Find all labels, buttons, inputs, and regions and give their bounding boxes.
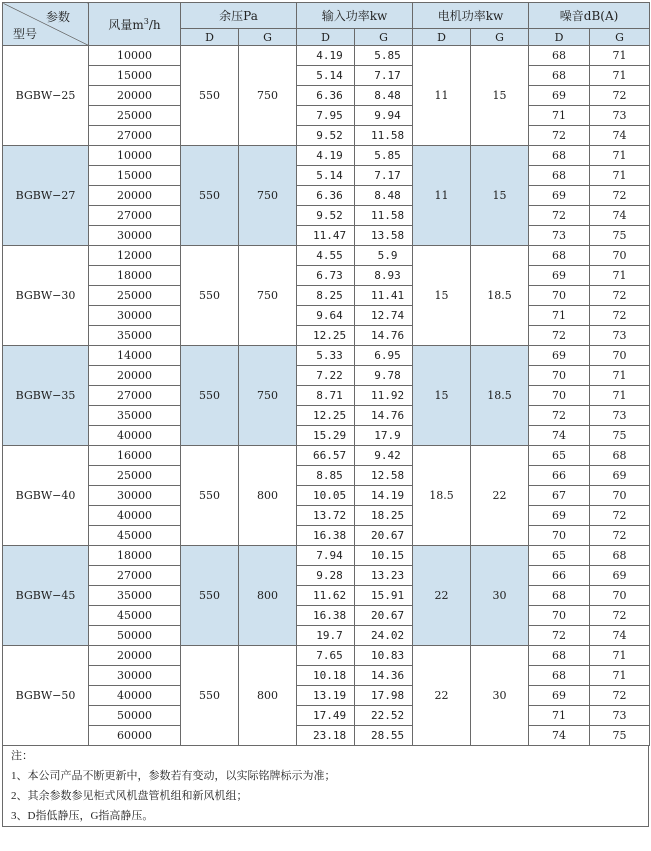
input-power-g-cell: 8.93 (355, 266, 413, 286)
input-power-d-cell: 5.14 (297, 166, 355, 186)
motor-power-d-cell: 22 (413, 546, 471, 646)
noise-d-cell: 66 (529, 466, 590, 486)
input-power-d-cell: 10.05 (297, 486, 355, 506)
pressure-g-cell: 800 (239, 646, 297, 746)
table-row (3, 386, 650, 406)
airflow-cell: 40000 (89, 506, 181, 526)
model-name: BGBW−27 (3, 146, 89, 246)
input-power-g-cell: 6.95 (355, 346, 413, 366)
airflow-cell: 12000 (89, 246, 181, 266)
noise-g-cell: 72 (590, 526, 650, 546)
note-line-1: 1、本公司产品不断更新中，参数若有变动，以实际铭牌标示为准； (11, 770, 336, 782)
noise-d-cell: 74 (529, 426, 590, 446)
noise-d-cell: 68 (529, 246, 590, 266)
noise-d-cell: 68 (529, 146, 590, 166)
pressure-g-cell: 750 (239, 246, 297, 346)
pressure-d-cell: 550 (181, 646, 239, 746)
header-input-power: 输入功率kw (297, 3, 413, 29)
input-power-g-cell: 13.23 (355, 566, 413, 586)
noise-g-cell: 69 (590, 566, 650, 586)
input-power-g-cell: 12.58 (355, 466, 413, 486)
input-power-d-cell: 8.71 (297, 386, 355, 406)
noise-d-cell: 72 (529, 626, 590, 646)
pressure-d-cell: 550 (181, 146, 239, 246)
motor-power-d-cell: 22 (413, 646, 471, 746)
airflow-cell: 50000 (89, 626, 181, 646)
noise-g-cell: 73 (590, 706, 650, 726)
airflow-cell: 35000 (89, 586, 181, 606)
motor-power-d-cell: 18.5 (413, 446, 471, 546)
input-power-g-cell: 5.85 (355, 46, 413, 66)
airflow-cell: 25000 (89, 466, 181, 486)
table-row (3, 566, 650, 586)
motor-power-g-cell: 30 (471, 546, 529, 646)
table-row (3, 646, 650, 666)
noise-g-cell: 72 (590, 686, 650, 706)
noise-g-cell: 70 (590, 586, 650, 606)
input-power-d-cell: 6.36 (297, 86, 355, 106)
noise-d-cell: 69 (529, 506, 590, 526)
noise-d-cell: 72 (529, 326, 590, 346)
table-row (3, 66, 650, 86)
table-row (3, 246, 650, 266)
noise-g-cell: 71 (590, 646, 650, 666)
airflow-cell: 30000 (89, 666, 181, 686)
airflow-cell: 35000 (89, 326, 181, 346)
table-row (3, 206, 650, 226)
input-power-d-cell: 7.94 (297, 546, 355, 566)
noise-d-cell: 72 (529, 406, 590, 426)
noise-g-cell: 68 (590, 546, 650, 566)
airflow-cell: 14000 (89, 346, 181, 366)
table-row (3, 226, 650, 246)
table-row (3, 406, 650, 426)
table-row (3, 126, 650, 146)
airflow-cell: 30000 (89, 486, 181, 506)
motor-power-g-cell: 18.5 (471, 346, 529, 446)
noise-d-cell: 66 (529, 566, 590, 586)
input-power-d-cell: 66.57 (297, 446, 355, 466)
table-row (3, 106, 650, 126)
noise-g-cell: 71 (590, 666, 650, 686)
noise-g-cell: 75 (590, 426, 650, 446)
airflow-cell: 27000 (89, 386, 181, 406)
airflow-cell: 27000 (89, 566, 181, 586)
noise-g-cell: 71 (590, 366, 650, 386)
input-power-g-cell: 15.91 (355, 586, 413, 606)
motor-power-d-cell: 11 (413, 46, 471, 146)
input-power-g-cell: 9.78 (355, 366, 413, 386)
input-power-g-cell: 7.17 (355, 166, 413, 186)
input-power-d-cell: 10.18 (297, 666, 355, 686)
input-power-d-cell: 8.85 (297, 466, 355, 486)
airflow-cell: 20000 (89, 646, 181, 666)
table-row (3, 366, 650, 386)
pressure-g-cell: 800 (239, 446, 297, 546)
airflow-cell: 18000 (89, 546, 181, 566)
noise-g-cell: 70 (590, 246, 650, 266)
noise-d-cell: 65 (529, 546, 590, 566)
note-line-3: 3、D指低静压，G指高静压。 (11, 810, 154, 822)
noise-d-cell: 71 (529, 306, 590, 326)
input-power-d-cell: 16.38 (297, 606, 355, 626)
input-power-g-cell: 22.52 (355, 706, 413, 726)
noise-d-cell: 74 (529, 726, 590, 746)
noise-d-cell: 69 (529, 686, 590, 706)
noise-d-cell: 70 (529, 606, 590, 626)
input-power-d-cell: 15.29 (297, 426, 355, 446)
noise-d-cell: 68 (529, 666, 590, 686)
input-power-d-cell: 13.72 (297, 506, 355, 526)
input-power-g-cell: 14.76 (355, 326, 413, 346)
input-power-g-cell: 8.48 (355, 186, 413, 206)
table-row (3, 526, 650, 546)
noise-d-cell: 68 (529, 46, 590, 66)
input-power-d-cell: 9.52 (297, 126, 355, 146)
airflow-cell: 45000 (89, 526, 181, 546)
airflow-cell: 15000 (89, 66, 181, 86)
input-power-d-cell: 6.73 (297, 266, 355, 286)
diagonal-header-cell (3, 3, 89, 46)
header-model-label: 型号 (13, 27, 38, 41)
table-row (3, 306, 650, 326)
header-pressure: 余压Pa (181, 3, 297, 29)
noise-g-cell: 70 (590, 346, 650, 366)
airflow-cell: 20000 (89, 186, 181, 206)
input-power-d-cell: 17.49 (297, 706, 355, 726)
noise-d-cell: 71 (529, 106, 590, 126)
input-power-d-cell: 19.7 (297, 626, 355, 646)
table-row (3, 146, 650, 166)
input-power-g-cell: 9.42 (355, 446, 413, 466)
input-power-g-cell: 9.94 (355, 106, 413, 126)
input-power-d-cell: 7.22 (297, 366, 355, 386)
table-row (3, 266, 650, 286)
motor-power-g-cell: 22 (471, 446, 529, 546)
input-power-g-cell: 11.92 (355, 386, 413, 406)
input-power-g-cell: 11.41 (355, 286, 413, 306)
input-power-g-cell: 13.58 (355, 226, 413, 246)
noise-g-cell: 73 (590, 406, 650, 426)
noise-g-cell: 72 (590, 506, 650, 526)
pressure-g-cell: 750 (239, 46, 297, 146)
pressure-d-cell: 550 (181, 246, 239, 346)
input-power-d-cell: 4.19 (297, 46, 355, 66)
noise-g-cell: 68 (590, 446, 650, 466)
airflow-cell: 16000 (89, 446, 181, 466)
header-motor-d: D (413, 29, 471, 46)
motor-power-g-cell: 18.5 (471, 246, 529, 346)
input-power-d-cell: 11.47 (297, 226, 355, 246)
header-noise-d: D (529, 29, 590, 46)
input-power-d-cell: 4.19 (297, 146, 355, 166)
airflow-cell: 60000 (89, 726, 181, 746)
input-power-g-cell: 17.9 (355, 426, 413, 446)
header-motor-g: G (471, 29, 529, 46)
noise-d-cell: 69 (529, 346, 590, 366)
model-name: BGBW−40 (3, 446, 89, 546)
table-row (3, 286, 650, 306)
input-power-g-cell: 20.67 (355, 606, 413, 626)
noise-g-cell: 71 (590, 266, 650, 286)
noise-g-cell: 71 (590, 66, 650, 86)
airflow-cell: 27000 (89, 206, 181, 226)
noise-d-cell: 72 (529, 206, 590, 226)
table-row (3, 46, 650, 66)
input-power-d-cell: 13.19 (297, 686, 355, 706)
header-airflow: 风量$m^3/h$ (89, 3, 181, 46)
table-row (3, 346, 650, 366)
input-power-g-cell: 18.25 (355, 506, 413, 526)
input-power-d-cell: 5.33 (297, 346, 355, 366)
table-row (3, 466, 650, 486)
noise-d-cell: 70 (529, 386, 590, 406)
motor-power-d-cell: 15 (413, 346, 471, 446)
model-name: BGBW−45 (3, 546, 89, 646)
motor-power-g-cell: 15 (471, 46, 529, 146)
airflow-cell: 20000 (89, 86, 181, 106)
input-power-d-cell: 8.25 (297, 286, 355, 306)
header-motor-power: 电机功率kw (413, 3, 529, 29)
table-header (3, 3, 650, 46)
input-power-d-cell: 12.25 (297, 406, 355, 426)
input-power-g-cell: 11.58 (355, 206, 413, 226)
pressure-d-cell: 550 (181, 446, 239, 546)
airflow-cell: 25000 (89, 286, 181, 306)
input-power-d-cell: 12.25 (297, 326, 355, 346)
input-power-g-cell: 8.48 (355, 86, 413, 106)
input-power-g-cell: 20.67 (355, 526, 413, 546)
pressure-g-cell: 800 (239, 546, 297, 646)
noise-d-cell: 70 (529, 286, 590, 306)
noise-g-cell: 72 (590, 186, 650, 206)
noise-g-cell: 71 (590, 46, 650, 66)
table-row (3, 586, 650, 606)
noise-g-cell: 71 (590, 386, 650, 406)
pressure-d-cell: 550 (181, 46, 239, 146)
input-power-g-cell: 24.02 (355, 626, 413, 646)
airflow-cell: 25000 (89, 106, 181, 126)
noise-d-cell: 70 (529, 366, 590, 386)
input-power-g-cell: 10.83 (355, 646, 413, 666)
input-power-g-cell: 11.58 (355, 126, 413, 146)
noise-g-cell: 74 (590, 626, 650, 646)
table-body (3, 46, 650, 746)
noise-d-cell: 65 (529, 446, 590, 466)
noise-g-cell: 70 (590, 486, 650, 506)
noise-d-cell: 68 (529, 586, 590, 606)
table-row (3, 166, 650, 186)
motor-power-g-cell: 30 (471, 646, 529, 746)
table-row (3, 486, 650, 506)
table-row (3, 326, 650, 346)
input-power-g-cell: 14.19 (355, 486, 413, 506)
noise-g-cell: 74 (590, 206, 650, 226)
input-power-d-cell: 6.36 (297, 186, 355, 206)
spec-table (2, 2, 650, 746)
input-power-d-cell: 5.14 (297, 66, 355, 86)
airflow-cell: 18000 (89, 266, 181, 286)
noise-g-cell: 71 (590, 166, 650, 186)
input-power-d-cell: 9.52 (297, 206, 355, 226)
pressure-d-cell: 550 (181, 346, 239, 446)
airflow-cell: 10000 (89, 46, 181, 66)
airflow-cell: 30000 (89, 226, 181, 246)
model-name: BGBW−35 (3, 346, 89, 446)
noise-g-cell: 73 (590, 326, 650, 346)
noise-d-cell: 69 (529, 186, 590, 206)
noise-d-cell: 68 (529, 646, 590, 666)
noise-g-cell: 71 (590, 146, 650, 166)
input-power-d-cell: 4.55 (297, 246, 355, 266)
table-row (3, 426, 650, 446)
noise-d-cell: 70 (529, 526, 590, 546)
table-row (3, 506, 650, 526)
header-input-g: G (355, 29, 413, 46)
airflow-cell: 20000 (89, 366, 181, 386)
input-power-g-cell: 14.76 (355, 406, 413, 426)
input-power-d-cell: 7.65 (297, 646, 355, 666)
model-name: BGBW−30 (3, 246, 89, 346)
input-power-g-cell: 12.74 (355, 306, 413, 326)
airflow-cell: 10000 (89, 146, 181, 166)
noise-g-cell: 73 (590, 106, 650, 126)
noise-g-cell: 72 (590, 86, 650, 106)
input-power-g-cell: 5.9 (355, 246, 413, 266)
airflow-cell: 40000 (89, 686, 181, 706)
noise-d-cell: 68 (529, 166, 590, 186)
noise-g-cell: 72 (590, 306, 650, 326)
motor-power-d-cell: 11 (413, 146, 471, 246)
input-power-d-cell: 11.62 (297, 586, 355, 606)
table-row (3, 666, 650, 686)
noise-d-cell: 72 (529, 126, 590, 146)
input-power-d-cell: 9.64 (297, 306, 355, 326)
header-params-label: 参数 (45, 10, 70, 24)
noise-d-cell: 73 (529, 226, 590, 246)
model-name: BGBW−25 (3, 46, 89, 146)
notes-title: 注： (11, 750, 33, 762)
note-line-2: 2、其余参数参见柜式风机盘管机组和新风机组； (11, 790, 248, 802)
table-row (3, 706, 650, 726)
airflow-cell: 40000 (89, 426, 181, 446)
input-power-d-cell: 16.38 (297, 526, 355, 546)
noise-g-cell: 69 (590, 466, 650, 486)
noise-d-cell: 67 (529, 486, 590, 506)
motor-power-d-cell: 15 (413, 246, 471, 346)
noise-d-cell: 69 (529, 86, 590, 106)
motor-power-g-cell: 15 (471, 146, 529, 246)
table-row (3, 726, 650, 746)
table-row (3, 626, 650, 646)
table-row (3, 686, 650, 706)
airflow-cell: 15000 (89, 166, 181, 186)
airflow-cell: 45000 (89, 606, 181, 626)
noise-g-cell: 72 (590, 606, 650, 626)
input-power-g-cell: 7.17 (355, 66, 413, 86)
input-power-g-cell: 5.85 (355, 146, 413, 166)
noise-g-cell: 72 (590, 286, 650, 306)
noise-d-cell: 68 (529, 66, 590, 86)
table-row (3, 546, 650, 566)
pressure-d-cell: 550 (181, 546, 239, 646)
table-row (3, 446, 650, 466)
noise-g-cell: 75 (590, 226, 650, 246)
model-name: BGBW−50 (3, 646, 89, 746)
input-power-g-cell: 10.15 (355, 546, 413, 566)
pressure-g-cell: 750 (239, 146, 297, 246)
input-power-d-cell: 23.18 (297, 726, 355, 746)
input-power-g-cell: 17.98 (355, 686, 413, 706)
notes-box (2, 746, 649, 827)
header-noise: 噪音dB(A) (529, 3, 650, 29)
pressure-g-cell: 750 (239, 346, 297, 446)
input-power-d-cell: 9.28 (297, 566, 355, 586)
noise-g-cell: 75 (590, 726, 650, 746)
header-noise-g: G (590, 29, 650, 46)
header-pressure-d: D (181, 29, 239, 46)
input-power-g-cell: 28.55 (355, 726, 413, 746)
header-pressure-g: G (239, 29, 297, 46)
header-input-d: D (297, 29, 355, 46)
input-power-g-cell: 14.36 (355, 666, 413, 686)
noise-g-cell: 74 (590, 126, 650, 146)
table-row (3, 186, 650, 206)
airflow-cell: 30000 (89, 306, 181, 326)
input-power-d-cell: 7.95 (297, 106, 355, 126)
noise-d-cell: 71 (529, 706, 590, 726)
airflow-cell: 27000 (89, 126, 181, 146)
table-row (3, 606, 650, 626)
airflow-cell: 35000 (89, 406, 181, 426)
airflow-cell: 50000 (89, 706, 181, 726)
table-row (3, 86, 650, 106)
noise-d-cell: 69 (529, 266, 590, 286)
